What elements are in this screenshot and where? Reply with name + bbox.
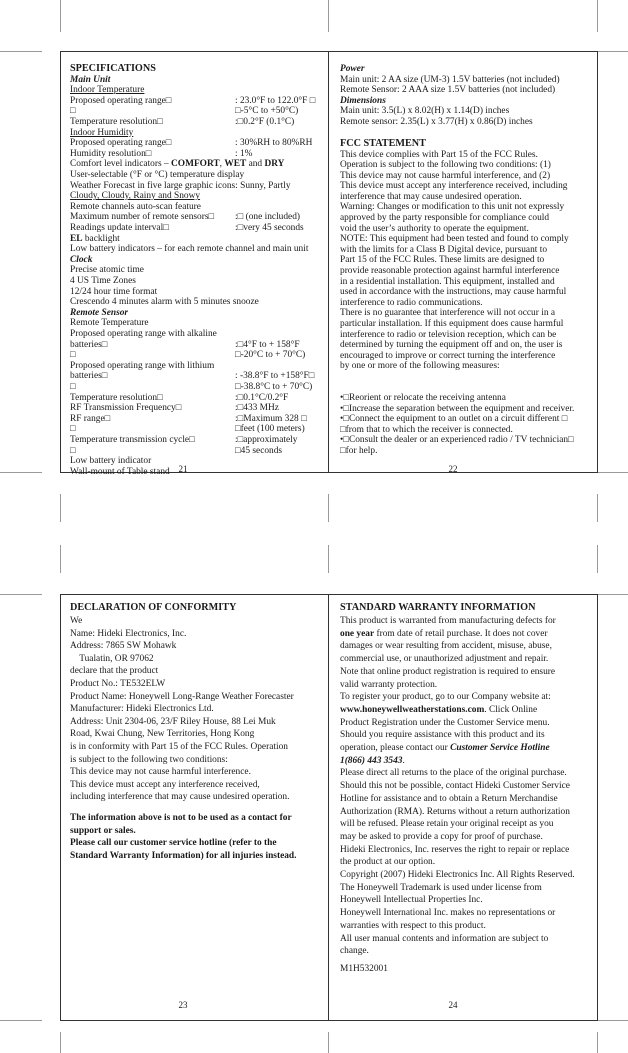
spec-label: □ <box>70 382 76 392</box>
spec-line: 12/24 hour time format <box>70 286 158 297</box>
spec-line: Low battery indicator <box>70 456 152 467</box>
spec-label: □ <box>70 424 76 435</box>
spec-line: Crescendo 4 minutes alarm with 5 minutes snooze <box>70 297 259 308</box>
declaration-line: Product No.: TE532ELW <box>70 678 166 689</box>
clock-heading: Clock <box>70 254 93 265</box>
warranty-text: from date of retail purchase. It does not cover <box>374 628 548 639</box>
spec-value: □-20°C to + 70°C) <box>235 350 306 361</box>
warranty-line: Product Registration under the Customer Service menu. <box>340 717 550 728</box>
fcc-line: provide reasonable protection against harmful interference <box>340 266 560 277</box>
spec-value: □45 seconds <box>235 445 283 456</box>
list-item: •□Reorient or relocate the receiving antenna <box>340 393 506 403</box>
crop-mark <box>60 1032 61 1053</box>
declaration-line: Address: 7865 SW Mohawk <box>70 641 177 652</box>
spec-label: Proposed operating range□ <box>70 138 172 149</box>
crop-mark <box>328 545 329 573</box>
warranty-line: the product at our option. <box>340 857 436 868</box>
warranty-line: warranties with respect to this product. <box>340 920 486 931</box>
spec-value: □-38.8°C to + 70°C) <box>235 382 313 392</box>
declaration-line: Road, Kwai Chung, New Territories, Hong Kong <box>70 729 255 740</box>
warranty-line: The Honeywell Trademark is used under license from <box>340 882 542 893</box>
fcc-line: used in accordance with the instructions, may cause harmful <box>340 287 567 298</box>
warranty-line: This product is warranted from manufacturing defects for <box>340 616 556 626</box>
spec-line: Precise atomic time <box>70 265 144 276</box>
declaration-line: is in conformity with Part 15 of the FCC Rules. Operation <box>70 741 288 752</box>
hotline-number: 1(866) 443 3543 <box>340 755 403 766</box>
warranty-body <box>340 615 575 958</box>
spec-line: User-selectable (°F or °C) temperature display <box>70 170 245 180</box>
crop-mark <box>0 51 42 52</box>
fcc-line: Part 15 of the FCC Rules. These limits are designed to <box>340 255 545 266</box>
warranty-text: . <box>402 755 405 766</box>
warranty-line: All user manual contents and information are subject to <box>340 933 549 944</box>
warranty-line: Hotline for assistance and to obtain a Return Merchandise <box>340 793 558 804</box>
warranty-text: operation, please contact our <box>340 743 451 754</box>
spec-label: batteries□ <box>70 371 108 382</box>
spec-line: Low battery indicators – for each remote channel and main unit <box>70 244 309 255</box>
fcc-line: NOTE: This equipment had been tested and found to comply <box>340 234 569 245</box>
fcc-line: void the user’s authority to operate the equipment. <box>340 223 529 234</box>
spec-value: : -38.8°F to +158°F□ <box>235 371 315 382</box>
warranty-line <box>340 704 575 717</box>
warranty-text: . Click Online <box>484 704 538 715</box>
fcc-line: by one or more of the following measures: <box>340 361 500 372</box>
wet-word: WET <box>224 159 247 170</box>
comfort-line <box>70 159 284 170</box>
notice-line: The information above is not to be used as a contact for <box>70 813 292 823</box>
fcc-line: approved by the party responsible for compliance could <box>340 213 550 224</box>
page-number: 24 <box>448 1000 458 1010</box>
warranty-line: Should this not be possible, contact Hideki Customer Service <box>340 781 570 792</box>
list-item: •□Increase the separation between the equipment and receiver. <box>340 403 575 414</box>
page-number: 23 <box>178 1000 188 1010</box>
spec-value: :□433 MHz <box>235 403 279 414</box>
warranty-line: Honeywell Intellectual Properties Inc. <box>340 895 483 906</box>
spec-line: Weather Forecast in five large graphic icons: Sunny, Partly <box>70 180 291 191</box>
declaration-line: Name: Hideki Electronics, Inc. <box>70 628 187 639</box>
spec-line: Proposed operating range with alkaline <box>70 329 217 339</box>
warranty-line: change. <box>340 946 369 957</box>
spec-line: Remote Temperature <box>70 318 149 329</box>
spec-line: Proposed operating range with lithium <box>70 360 215 371</box>
spec-label: Proposed operating range□ <box>70 95 172 106</box>
spec-value: :□0.2°F (0.1°C) <box>235 117 295 127</box>
comfort-prefix: Comfort level indicators – <box>70 159 172 170</box>
declaration-line: Tualatin, OR 97062 <box>70 653 154 664</box>
crop-mark <box>60 545 61 573</box>
fcc-line: Operation is subject to the following two conditions: (1) <box>340 160 551 171</box>
spec-value: : 30%RH to 80%RH <box>235 138 313 149</box>
spec-label: RF Transmission Frequency□ <box>70 403 182 414</box>
comfort-sep: and <box>246 159 265 170</box>
crop-mark <box>60 494 61 522</box>
el-word: EL <box>70 233 83 244</box>
crop-mark <box>328 494 329 522</box>
warranty-line: will be refused. Please retain your original receipt as you <box>340 819 554 830</box>
declaration-title: DECLARATION OF CONFORMITY <box>70 602 237 613</box>
list-item: •□Connect the equipment to an outlet on a circuit different □ <box>340 414 568 425</box>
list-item: □from that to which the receiver is connected. <box>340 424 513 435</box>
declaration-line: Manufacturer: Hideki Electronics Ltd. <box>70 704 214 715</box>
crop-mark <box>597 545 598 573</box>
model-code: M1H532001 <box>340 964 388 974</box>
main-unit-heading: Main Unit <box>70 74 111 85</box>
fcc-line: This device must accept any interference received, including <box>340 181 568 192</box>
warranty-line: Honeywell International Inc. makes no representations or <box>340 908 556 919</box>
warranty-line <box>340 755 575 768</box>
fcc-line: This device may not cause harmful interference, and (2) <box>340 170 551 181</box>
declaration-line: including interference that may cause undesired operation. <box>70 792 290 803</box>
spec-label: Temperature resolution□ <box>70 117 163 127</box>
indoor-temp-heading: Indoor Temperature <box>70 85 145 96</box>
fcc-body <box>340 150 569 372</box>
crop-mark <box>0 1020 42 1021</box>
list-item: □for help. <box>340 445 378 456</box>
warranty-line: To register your product, go to our Company website at: <box>340 692 551 703</box>
declaration-line: This device must accept any interference received, <box>70 779 260 790</box>
warranty-title: STANDARD WARRANTY INFORMATION <box>340 602 536 613</box>
contact-notice <box>70 812 297 862</box>
warranty-line: Authorization (RMA). Returns without a return authorization <box>340 806 570 817</box>
fcc-line: interference to radio communications. <box>340 297 483 308</box>
spec-label: Humidity resolution□ <box>70 148 152 159</box>
power-line: Remote Sensor: 2 AAA size 1.5V batteries (not included) <box>340 85 556 96</box>
spec-value: :□ (one included) <box>235 212 301 223</box>
fcc-line: encouraged to improve or correct turning the interference <box>340 350 556 361</box>
specifications-title: SPECIFICATIONS <box>70 63 156 74</box>
declaration-body <box>70 615 294 804</box>
fcc-line: Warning: Changes or modification to this unit not expressly <box>340 202 565 213</box>
spec-value: :□very 45 seconds <box>235 223 304 233</box>
crop-mark <box>597 0 598 32</box>
fcc-line: particular installation. If this equipment does cause harmful <box>340 319 564 329</box>
fcc-line: This device complies with Part 15 of the FCC Rules. <box>340 149 538 160</box>
spec-line: Cloudy, Cloudy, Rainy and Snowy <box>70 191 201 202</box>
spec-value: : 1% <box>235 148 253 159</box>
spec-label: RF range□ <box>70 413 111 424</box>
fcc-line: interference to radio or television reception, which can be <box>340 329 557 340</box>
spec-line: Remote channels auto-scan feature <box>70 201 201 212</box>
crop-mark <box>60 0 61 32</box>
spec-value: :□Maximum 328 □ <box>235 413 307 424</box>
spec-label: Temperature transmission cycle□ <box>70 435 195 445</box>
warranty-line: Note that online product registration is required to ensure <box>340 666 556 677</box>
spec-line: 4 US Time Zones <box>70 276 136 286</box>
crop-mark <box>328 0 329 32</box>
spec-label: batteries□ <box>70 339 108 350</box>
spec-value: : 23.0°F to 122.0°F □ <box>235 95 316 106</box>
warranty-line <box>340 742 575 755</box>
notice-line: Standard Warranty Information) for all injuries instead. <box>70 850 297 861</box>
spec-value: :□0.1°C/0.2°F <box>235 392 289 403</box>
spec-label: Readings update interval□ <box>70 223 169 233</box>
backlight-text: backlight <box>82 233 120 244</box>
notice-line: support or sales. <box>70 825 136 836</box>
indoor-humidity-heading: Indoor Humidity <box>70 127 134 138</box>
crop-mark <box>328 1032 329 1053</box>
warranty-line: commercial use, or unauthorized adjustment and repair. <box>340 654 549 665</box>
power-heading: Power <box>340 64 365 74</box>
warranty-line: Hideki Electronics, Inc. reserves the right to repair or replace <box>340 844 570 855</box>
page-number: 21 <box>178 464 188 474</box>
spec-label: Maximum number of remote sensors□ <box>70 212 215 223</box>
website-link: www.honeywellweatherstations.com <box>340 704 485 715</box>
list-item: •□Consult the dealer or an experienced radio / TV technician□ <box>340 435 574 446</box>
comfort-word: COMFORT <box>171 159 220 170</box>
warranty-line: Copyright (2007) Hideki Electronics Inc. All Rights Reserved. <box>340 870 575 881</box>
dimensions-line: Remote sensor: 2.35(L) x 3.77(H) x 0.86(D) inches <box>340 117 533 127</box>
one-year-text: one year <box>340 628 375 639</box>
fcc-line: There is no guarantee that interference will not occur in a <box>340 308 556 319</box>
notice-line: Please call our customer service hotline (refer to the <box>70 838 277 849</box>
declaration-line: Address: Unit 2304-06, 23/F Riley House, 88 Lei Muk <box>70 716 276 727</box>
remote-sensor-heading: Remote Sensor <box>70 307 129 318</box>
declaration-line: Product Name: Honeywell Long-Range Weather Forecaster <box>70 691 294 702</box>
spec-value: :□approximately <box>235 435 298 445</box>
dimensions-line: Main unit: 3.5(L) x 8.02(H) x 1.14(D) inches <box>340 106 510 117</box>
crop-mark <box>0 594 42 595</box>
spec-value: □feet (100 meters) <box>235 424 305 435</box>
spec-label: □ <box>70 445 76 456</box>
warranty-line: Should you require assistance with this product and its <box>340 730 545 741</box>
spec-label: □ <box>70 350 76 361</box>
spec-value: :□4°F to + 158°F <box>235 339 300 350</box>
spec-label: Temperature resolution□ <box>70 392 163 403</box>
warranty-line: Please direct all returns to the place of the original purchase. <box>340 768 567 779</box>
dry-word: DRY <box>264 159 285 170</box>
crop-mark <box>597 1032 598 1053</box>
power-line: Main unit: 2 AA size (UM-3) 1.5V batteries (not included) <box>340 74 560 85</box>
fcc-line: in a residential installation. This equipment, installed and <box>340 276 555 287</box>
page-number: 22 <box>448 464 458 474</box>
fcc-heading: FCC STATEMENT <box>340 137 426 149</box>
backlight-line <box>70 234 120 245</box>
hotline-label: Customer Service Hotline <box>450 743 550 754</box>
fcc-line: with the limits for a Class B Digital device, pursuant to <box>340 244 548 255</box>
declaration-line: is subject to the following two conditions: <box>70 754 228 765</box>
fcc-line: interference that may cause undesired operation. <box>340 191 522 202</box>
declaration-line: This device may not cause harmful interference. <box>70 767 251 778</box>
warranty-line <box>340 628 575 641</box>
crop-mark <box>597 494 598 522</box>
warranty-line: damages or wear resulting from accident, misuse, abuse, <box>340 641 552 652</box>
fcc-measures-list <box>340 393 574 457</box>
spec-line: Wall-mount of Table stand <box>70 466 170 477</box>
spec-label: □ <box>70 106 76 117</box>
crop-mark <box>0 472 42 473</box>
declaration-line: We <box>70 616 83 626</box>
dimensions-heading: Dimensions <box>340 95 386 106</box>
declaration-line: declare that the product <box>70 666 159 677</box>
comfort-sep: , <box>219 159 225 170</box>
spec-value: □-5°C to +50°C) <box>235 106 299 117</box>
warranty-line: may be asked to provide a copy for proof of purchase. <box>340 831 543 842</box>
warranty-line: valid warranty protection. <box>340 679 438 690</box>
fcc-line: determined by turning the equipment off and on, the user is <box>340 340 563 351</box>
